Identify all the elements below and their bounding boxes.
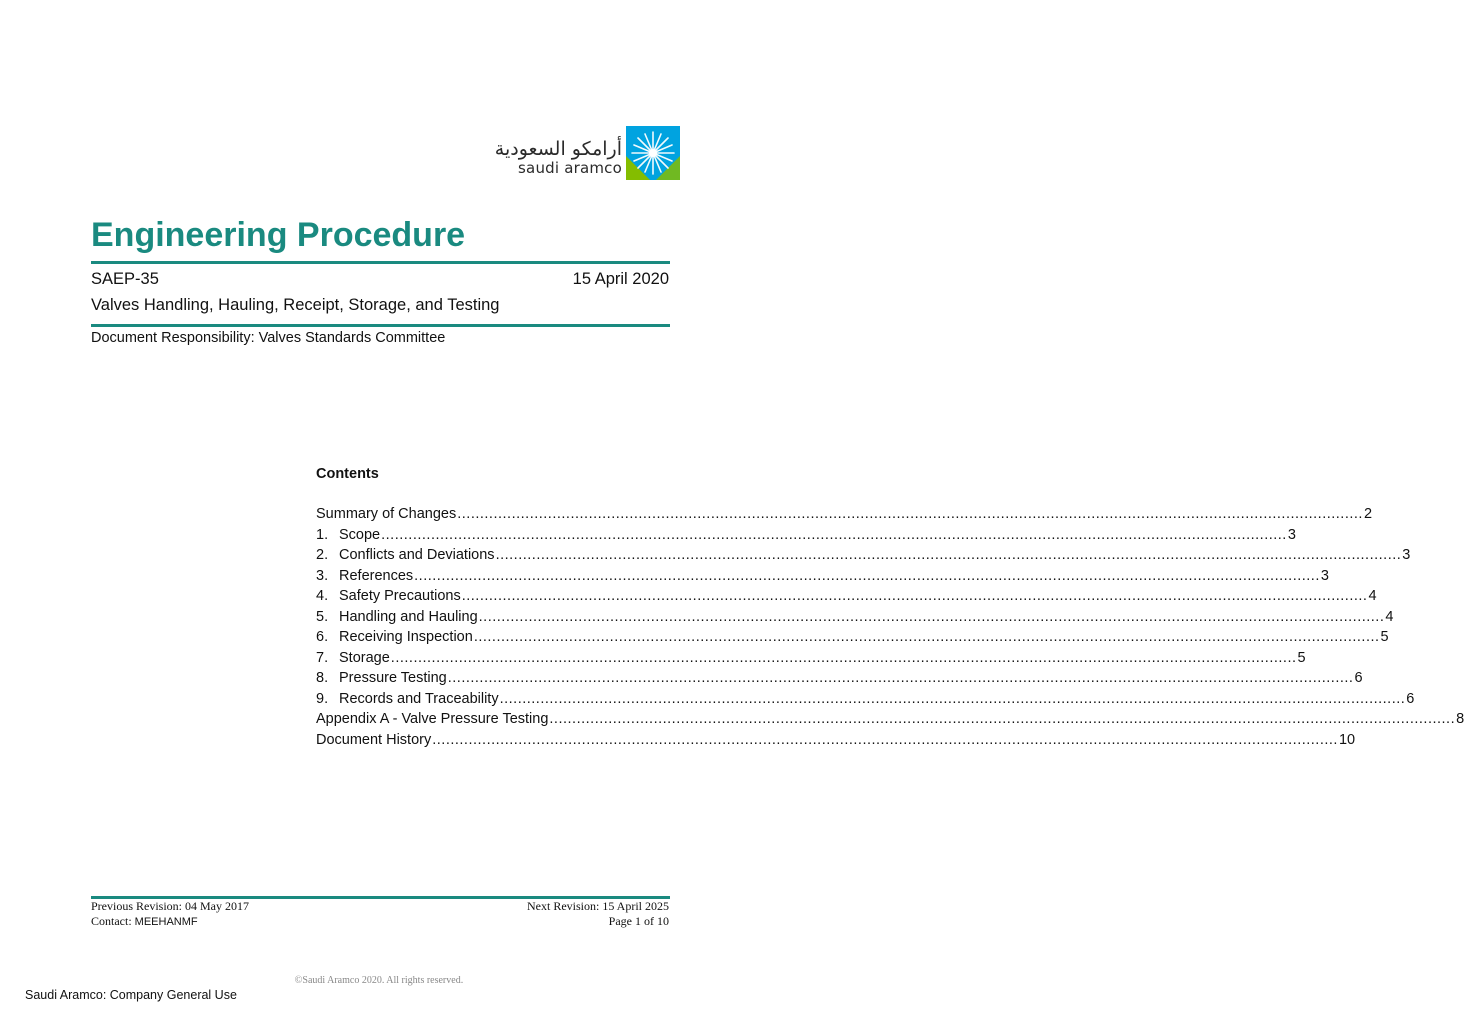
toc-entry[interactable] [316,629,1389,650]
aramco-star-icon [626,126,680,180]
subject-divider [91,324,670,327]
document-date: 15 April 2020 [572,270,669,288]
toc-entry-number: 9. [316,690,329,707]
toc-dot-leader: ........................................................................................................................................................................................................ [414,567,1320,584]
toc-entry[interactable] [316,649,1306,671]
contact-value: MEEHANMF [134,916,198,928]
company-logo [494,126,680,180]
toc-dot-leader: ........................................................................................................................................................................................................ [457,506,1363,522]
toc-entry-page: 6 [1354,670,1363,686]
toc-entry-title: Handling and Hauling [339,608,478,625]
logo-arabic-text: أرامكو السعودية [494,138,622,160]
toc-entry-number: 4. [316,588,329,604]
toc-entry-page: 8 [1456,711,1464,727]
toc-entry-title: Document History [316,731,432,748]
contact [91,914,198,929]
toc-entry[interactable] [316,731,1356,753]
page-number: Page 1 of 10 [608,914,669,928]
toc-entry-number: 7. [316,649,329,666]
toc-entry-page: 3 [1287,526,1296,543]
contents-heading: Contents [316,466,379,482]
toc-entry-number: 6. [316,629,329,645]
toc-dot-leader: ........................................................................................................................................................................................................ [473,629,1380,645]
toc-entry-number: 2. [316,547,329,563]
toc-entry[interactable] [316,526,1296,548]
toc-entry-number: 5. [316,608,329,625]
contact-label: Contact: [91,914,135,928]
toc-entry-page: 4 [1385,608,1394,625]
page-title: Engineering Procedure [91,216,466,254]
toc-dot-leader: ........................................................................................................................................................................................................ [495,547,1402,563]
toc-entry-number: 3. [316,567,329,584]
toc-entry-title: Records and Traceability [339,690,499,707]
toc-entry[interactable] [316,506,1373,527]
document-subject: Valves Handling, Hauling, Receipt, Storage, and Testing [91,296,500,314]
toc-entry-page: 5 [1380,629,1389,645]
toc-dot-leader: ........................................................................................................................................................................................................ [381,526,1287,543]
toc-entry-title: References [339,567,414,584]
toc-entry-page: 6 [1406,690,1415,707]
toc-entry-page: 4 [1368,588,1377,604]
next-revision: Next Revision: 15 April 2025 [527,899,669,913]
toc-entry[interactable] [316,567,1329,589]
classification-label: Saudi Aramco: Company General Use [25,988,237,1002]
toc-dot-leader: ........................................................................................................................................................................................................ [478,608,1385,625]
toc-entry-page: 5 [1297,649,1306,666]
previous-revision: Previous Revision: 04 May 2017 [91,899,249,913]
toc-entry[interactable] [316,588,1377,609]
toc-entry-title: Safety Precautions [339,588,461,604]
toc-entry-title: Summary of Changes [316,506,457,522]
toc-entry-title: Conflicts and Deviations [339,547,495,563]
toc-dot-leader: ........................................................................................................................................................................................................ [549,711,1456,727]
toc-dot-leader: ........................................................................................................................................................................................................ [499,690,1406,707]
title-divider [91,261,670,264]
toc-dot-leader: ........................................................................................................................................................................................................ [432,731,1338,748]
toc-entry-title: Pressure Testing [339,670,447,686]
copyright-notice: ©Saudi Aramco 2020. All rights reserved. [294,975,464,986]
toc-entry-page: 3 [1320,567,1329,584]
toc-entry[interactable] [316,711,1464,732]
toc-entry-page: 10 [1338,731,1356,748]
toc-entry-title: Receiving Inspection [339,629,473,645]
toc-entry-page: 2 [1363,506,1373,522]
toc-entry-number: 1. [316,526,329,543]
toc-entry[interactable] [316,547,1411,568]
toc-dot-leader: ........................................................................................................................................................................................................ [447,670,1354,686]
toc-entry-number: 8. [316,670,329,686]
toc-entry-title: Storage [339,649,390,666]
toc-entry[interactable] [316,608,1394,630]
toc-entry-page: 3 [1402,547,1411,563]
document-responsibility: Document Responsibility: Valves Standards Committee [91,330,446,346]
document-id: SAEP-35 [91,270,159,288]
toc-dot-leader: ........................................................................................................................................................................................................ [461,588,1368,604]
table-of-contents [316,506,1464,752]
toc-entry[interactable] [316,690,1415,712]
logo-latin-text: saudi aramco [518,159,622,177]
toc-entry-title: Appendix A - Valve Pressure Testing [316,711,549,727]
toc-entry-title: Scope [339,526,381,543]
toc-dot-leader: ........................................................................................................................................................................................................ [390,649,1297,666]
toc-entry[interactable] [316,670,1363,691]
